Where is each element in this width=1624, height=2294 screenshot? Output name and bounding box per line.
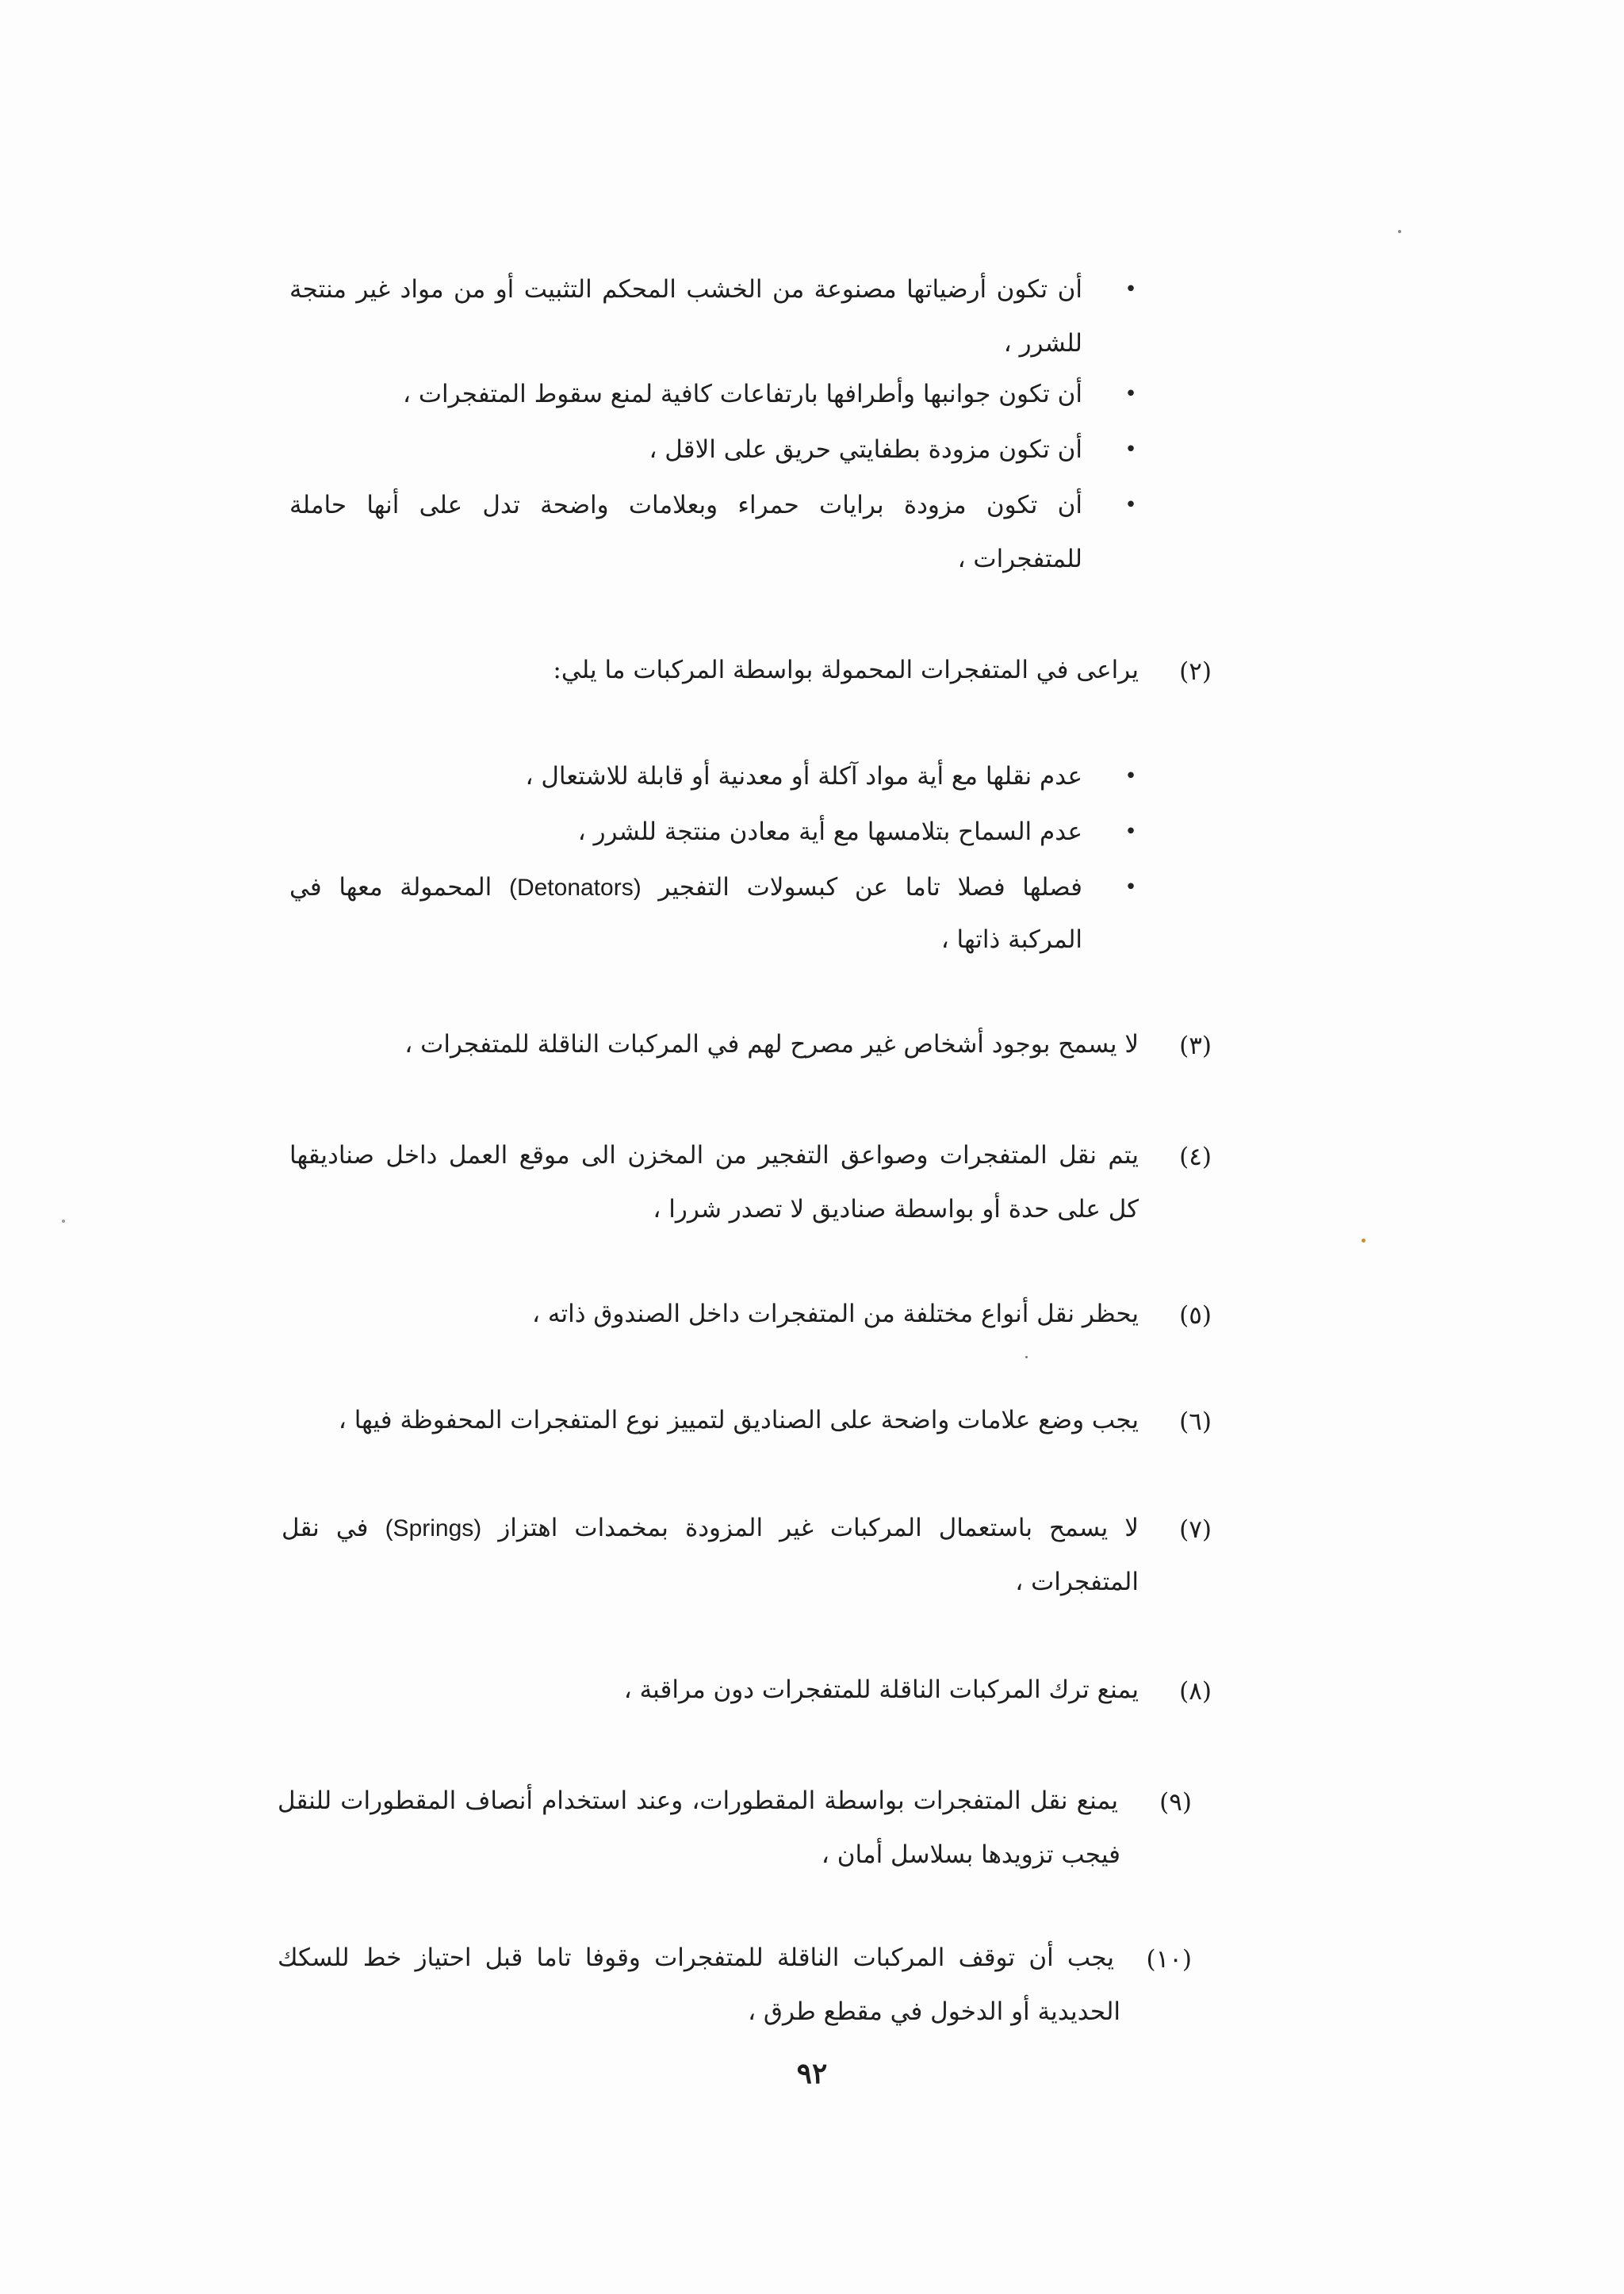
bullet-item-text [289,870,1082,905]
bullet-marker: • [1124,382,1137,406]
section-text-part: لا يسمح باستعمال المركبات غير المزودة بمخمدات اهتزاز [498,1514,1139,1542]
section-number: (٧) [1179,1515,1212,1544]
bullet-marker: • [1124,820,1137,844]
section-text-continuation: المتفجرات ، [1015,1568,1139,1596]
section-number: (٨) [1179,1677,1212,1706]
section-text [282,1511,1139,1545]
bullet-item-text: أن تكون مزودة برايات حمراء وبعلامات واضحة تدل على أنها حاملة [289,491,1082,519]
section-text: يمنع نقل المتفجرات بواسطة المقطورات، وعند استخدام أنصاف المقطورات للنقل [278,1787,1118,1815]
page-number: ٩٢ [796,2057,828,2090]
section-text: يمنع ترك المركبات الناقلة للمتفجرات دون مراقبة ، [623,1676,1139,1704]
bullet-marker: • [1124,438,1137,461]
latin-term: (Detonators) [508,875,642,901]
bullet-item-continuation: للمتفجرات ، [957,545,1082,573]
section-number: (٦) [1179,1407,1212,1436]
section-text: يجب أن توقف المركبات الناقلة للمتفجرات وقوفا تاما قبل احتياز خط للسكك [278,1944,1114,1972]
latin-term: (Springs) [385,1515,482,1541]
section-number: (٩) [1159,1788,1192,1817]
bullet-marker: • [1124,764,1137,788]
bullet-marker: • [1124,278,1137,301]
section-number: (٥) [1179,1301,1212,1330]
scan-speck [1398,230,1401,233]
section-text: يتم نقل المتفجرات وصواعق التفجير من المخزن الى موقع العمل داخل صناديقها [289,1141,1139,1170]
section-text-continuation: الحديدية أو الدخول في مقطع طرق ، [748,1997,1120,2026]
section-text: لا يسمح بوجود أشخاص غير مصرح لهم في المركبات الناقلة للمتفجرات ، [404,1030,1139,1059]
bullet-item-text: أن تكون مزودة بطفايتي حريق على الاقل ، [649,435,1082,464]
bullet-item-text: أن تكون جوانبها وأطرافها بارتفاعات كافية لمنع سقوط المتفجرات ، [402,380,1082,408]
scan-speck [1362,1239,1365,1243]
bullet-item-text: أن تكون أرضياتها مصنوعة من الخشب المحكم التثبيت أو من مواد غير منتجة [289,275,1082,304]
section-number: (٤) [1179,1143,1212,1171]
scan-speck [1025,1356,1028,1358]
bullet-item-continuation: للشرر ، [1003,329,1082,358]
section-text-continuation: كل على حدة أو بواسطة صناديق لا تصدر شررا ، [653,1195,1139,1224]
bullet-item-text: عدم نقلها مع أية مواد آكلة أو معدنية أو قابلة للاشتعال ، [525,762,1082,791]
section-number: (١٠) [1146,1945,1192,1974]
bullet-marker: • [1124,875,1137,899]
bullet-item-text: عدم السماح بتلامسها مع أية معادن منتجة للشرر ، [577,818,1082,846]
section-number: (٢) [1179,657,1212,686]
bullet-item-continuation: المركبة ذاتها ، [940,925,1082,954]
section-text: يحظر نقل أنواع مختلفة من المتفجرات داخل الصندوق ذاته ، [532,1300,1139,1328]
bullet-item-text-part: المحمولة معها في [289,873,492,902]
section-text: يراعى في المتفجرات المحمولة بواسطة المركبات ما يلي: [553,656,1139,684]
section-text: يجب وضع علامات واضحة على الصناديق لتمييز نوع المتفجرات المحفوظة فيها ، [338,1406,1139,1434]
section-text-continuation: فيجب تزويدها بسلاسل أمان ، [821,1840,1120,1869]
section-number: (٣) [1179,1032,1212,1060]
scan-speck [62,1220,65,1223]
section-text-part: في نقل [282,1514,369,1542]
bullet-marker: • [1124,493,1137,517]
bullet-item-text-part: فصلها فصلا تاما عن كبسولات التفجير [658,873,1082,902]
